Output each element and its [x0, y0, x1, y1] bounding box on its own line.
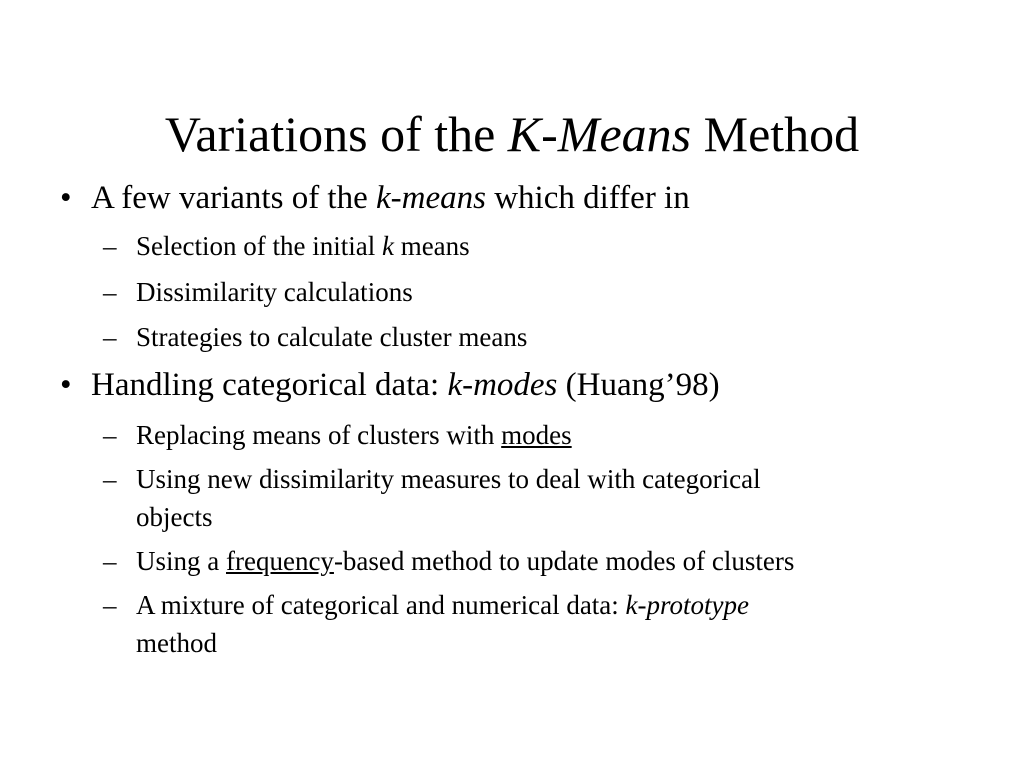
- bullet-marker: •: [60, 180, 72, 216]
- bullet-text-pre: Handling categorical data:: [91, 367, 448, 403]
- sub-item-text: [136, 227, 470, 265]
- bullet-marker: •: [60, 367, 72, 403]
- sub-text-pre: Replacing means of clusters with: [136, 420, 502, 450]
- sub-text-pre: A mixture of categorical and numerical data:: [136, 590, 626, 620]
- sub-text-pre: Selection of the initial: [136, 231, 382, 261]
- sub-text-pre: Using a: [136, 546, 226, 576]
- sub-text-post: -based method to update modes of clusters: [333, 546, 795, 576]
- sub-item-text: Dissimilarity calculations: [136, 277, 413, 307]
- dash-marker: –: [103, 277, 117, 307]
- dash-marker: –: [103, 464, 117, 494]
- dash-marker: –: [103, 546, 117, 576]
- sub-text-emphasis: k: [381, 231, 394, 261]
- title-text-pre: Variations of the: [164, 106, 508, 162]
- title-text-post: Method: [691, 106, 860, 162]
- bullet-text-emphasis: k-modes: [447, 367, 558, 403]
- sub-item-text-continued: method: [136, 628, 217, 658]
- sub-item-text: Strategies to calculate cluster means: [136, 322, 528, 352]
- dash-marker: –: [103, 231, 117, 261]
- bullet-text: [91, 365, 720, 405]
- sub-item-text-continued: objects: [136, 502, 213, 532]
- sub-text-underlined: modes: [501, 420, 572, 450]
- title-text-emphasis: K-Means: [507, 106, 692, 162]
- bullet-text-pre: A few variants of the: [91, 180, 376, 216]
- dash-marker: –: [103, 590, 117, 620]
- sub-text-underlined: frequency: [226, 546, 334, 576]
- sub-item-text: [136, 586, 749, 624]
- slide-title: [0, 104, 1024, 164]
- bullet-text-post: (Huang’98): [557, 367, 720, 403]
- bullet-text: [91, 178, 690, 218]
- sub-text-emphasis: k-prototype: [625, 590, 749, 620]
- bullet-text-emphasis: k-means: [376, 180, 486, 216]
- dash-marker: –: [103, 420, 117, 450]
- sub-item-text: [136, 542, 794, 580]
- dash-marker: –: [103, 322, 117, 352]
- sub-text-post: means: [393, 231, 470, 261]
- bullet-text-post: which differ in: [485, 180, 690, 216]
- sub-item-text: [136, 416, 572, 454]
- sub-item-text: Using new dissimilarity measures to deal with categorical: [136, 464, 761, 494]
